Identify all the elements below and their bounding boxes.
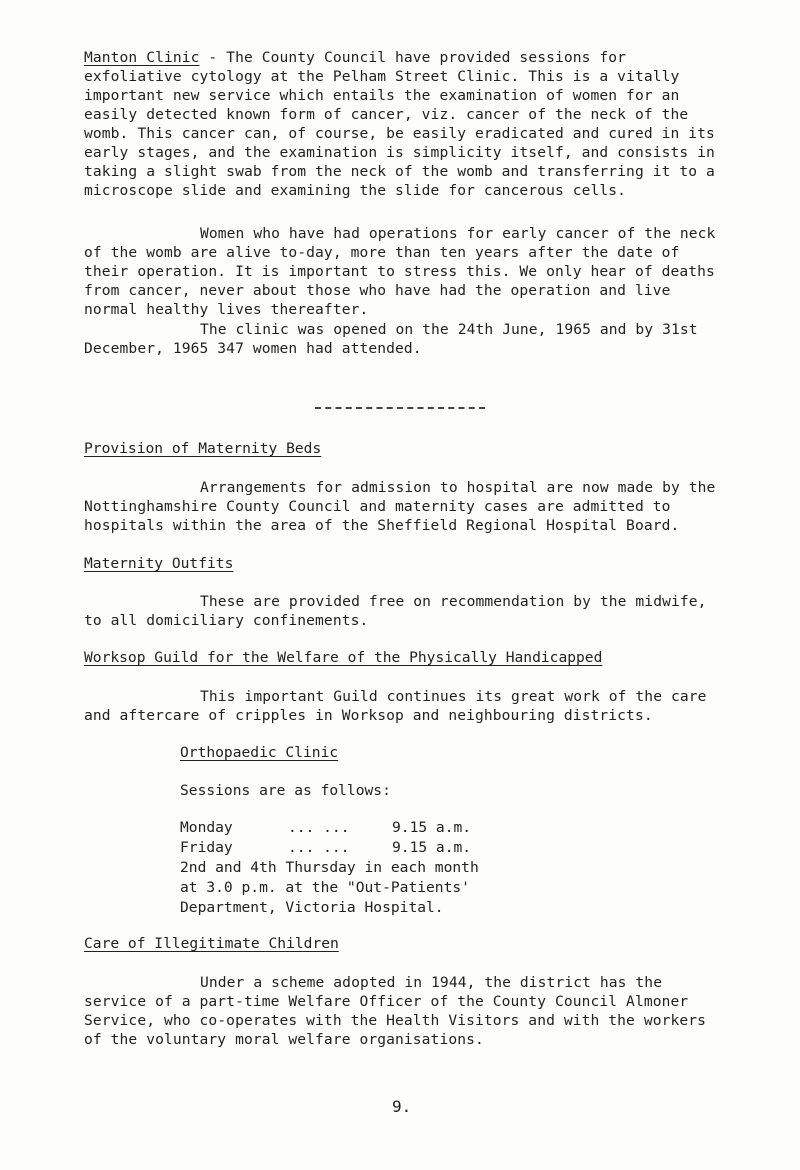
schedule-row-friday bbox=[180, 838, 479, 858]
illegitimate-children-body: Under a scheme adopted in 1944, the district has the service of a part-time Welfare Officer of the County Council Almoner Service, who co-operates with the Health Visitors and with the workers of the voluntary moral welfare organisations. bbox=[84, 974, 707, 1048]
sessions-label: Sessions are as follows: bbox=[180, 782, 391, 799]
manton-clinic-title: Manton Clinic bbox=[84, 49, 200, 66]
illegitimate-children-heading: Care of Illegitimate Children bbox=[84, 935, 339, 952]
schedule-time: 9.15 a.m. bbox=[392, 819, 472, 836]
schedule-day: Friday bbox=[180, 839, 233, 856]
guild-body: This important Guild continues its great work of the care and aftercare of cripples in Worksop and neighbouring districts. bbox=[84, 688, 707, 724]
maternity-beds-body: Arrangements for admission to hospital are now made by the Nottinghamshire County Council and maternity cases are admitted to hospitals within the area of the Sheffield Regional Hospital Board. bbox=[84, 479, 716, 534]
manton-clinic-paragraph bbox=[84, 48, 724, 200]
section-divider bbox=[315, 407, 485, 409]
session-location: Department, Victoria Hospital. bbox=[180, 899, 444, 916]
schedule-leader: ... ... bbox=[288, 819, 350, 836]
schedule-leader: ... ... bbox=[288, 839, 350, 856]
schedule-time: 9.15 a.m. bbox=[392, 839, 472, 856]
page-number: 9. bbox=[392, 1097, 412, 1116]
schedule-day: Monday bbox=[180, 819, 233, 836]
orthopaedic-clinic-heading: Orthopaedic Clinic bbox=[180, 744, 339, 761]
thursday-session-time: at 3.0 p.m. at the "Out-Patients' bbox=[180, 879, 470, 896]
session-schedule bbox=[180, 818, 479, 918]
maternity-outfits-body: These are provided free on recommendation by the midwife, to all domiciliary confinements. bbox=[84, 593, 707, 629]
clinic-attendance-paragraph: The clinic was opened on the 24th June, 1965 and by 31st December, 1965 347 women had attended. bbox=[84, 321, 698, 357]
guild-heading: Worksop Guild for the Welfare of the Physically Handicapped bbox=[84, 649, 603, 666]
thursday-session-note: 2nd and 4th Thursday in each month bbox=[180, 859, 479, 876]
schedule-row-monday bbox=[180, 818, 479, 838]
maternity-outfits-heading: Maternity Outfits bbox=[84, 555, 234, 572]
maternity-beds-heading: Provision of Maternity Beds bbox=[84, 440, 322, 457]
cancer-operation-paragraph: Women who have had operations for early cancer of the neck of the womb are alive to-day, more than ten years after the date of their operation. It is important to stress this. We only hear of deaths from cancer, never about those who have had the operation and live normal healthy lives thereafter. bbox=[84, 225, 716, 318]
manton-clinic-intro: - The County Council have provided sessions for exfoliative cytology at the Pelham Street Clinic. This is a vitally important new service which entails the examination of women for an easily detected known form of cancer, viz. cancer of the neck of the womb. This cancer can, of course, be easily eradicated and cured in its early stages, and the examination is simplicity itself, and consists in taking a slight swab from the neck of the womb and transferring it to a microscope slide and examining the slide for cancerous cells. bbox=[84, 49, 715, 199]
